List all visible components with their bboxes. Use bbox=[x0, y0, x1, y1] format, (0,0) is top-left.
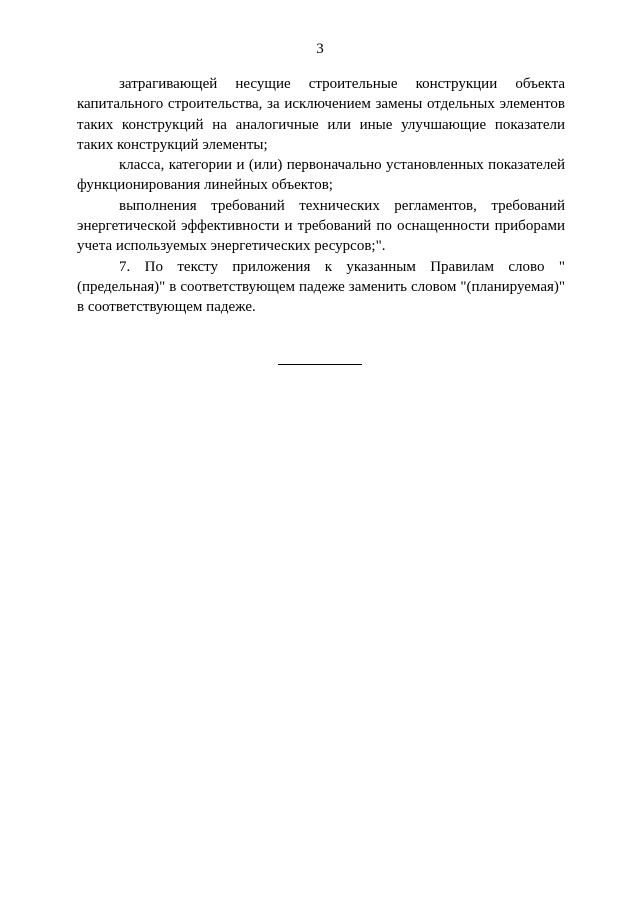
paragraph-load-bearing-structures: затрагивающей несущие строительные конструкции объекта капитального строительства, за исключением замены отдельных элементов таких конструкций на аналогичные или иные улучшающие показатели таких конструкций элементы; bbox=[77, 76, 565, 153]
paragraph-item-7: 7. По тексту приложения к указанным Правилам слово "(предельная)" в соответствующем падеже заменить словом "(планируемая)" в соответствующем падеже. bbox=[77, 258, 565, 316]
paragraph-technical-regulations: выполнения требований технических регламентов, требований энергетической эффективности и требований по оснащенности приборами учета используемых энергетических ресурсов;". bbox=[77, 197, 565, 255]
document-body bbox=[77, 74, 565, 318]
paragraph-linear-objects: класса, категории и (или) первоначально установленных показателей функционирования линейных объектов; bbox=[77, 157, 565, 194]
page-number: 3 bbox=[316, 41, 324, 57]
end-separator-line bbox=[278, 364, 362, 365]
